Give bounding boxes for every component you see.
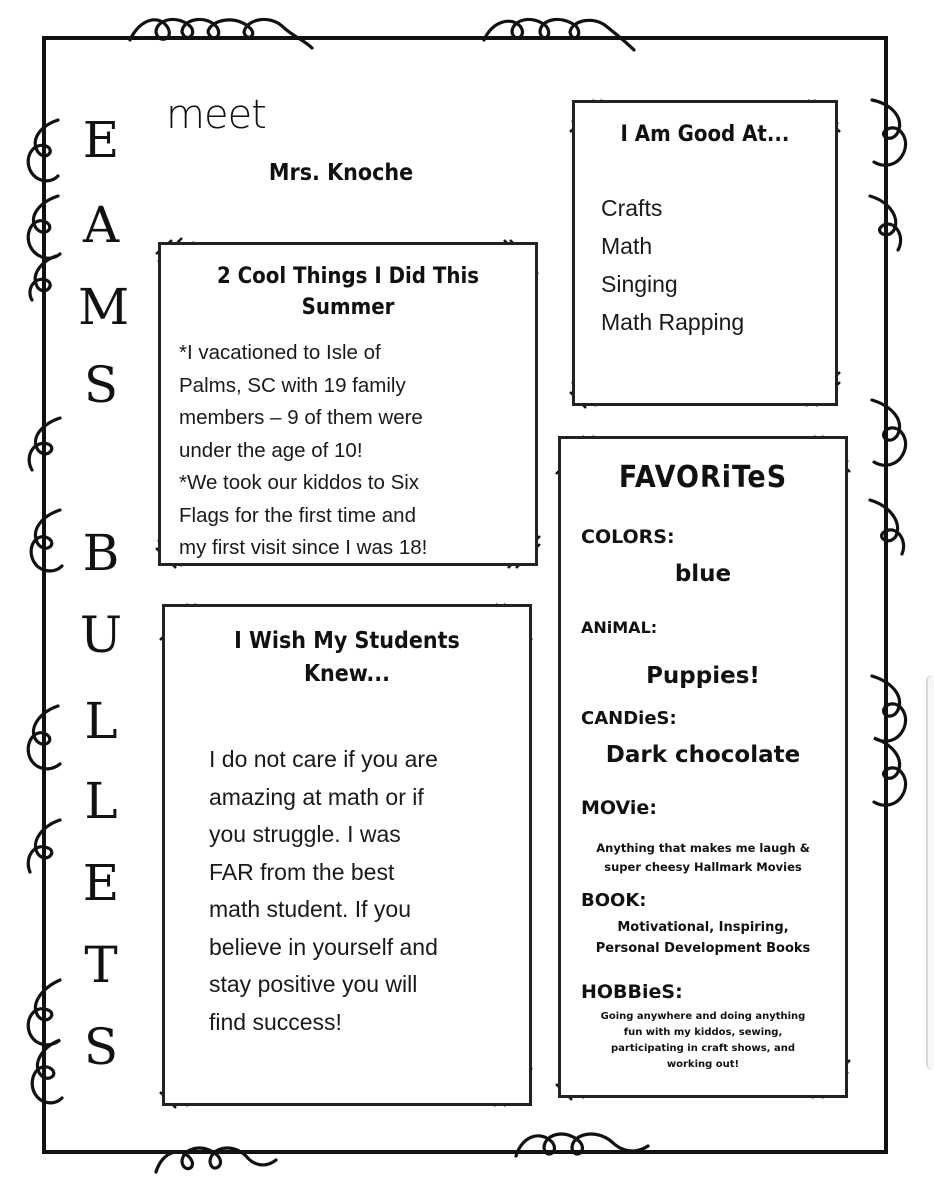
acrostic-letter: L bbox=[84, 772, 118, 830]
book-line: Personal Development Books bbox=[595, 941, 811, 956]
good-at-item: Crafts bbox=[601, 195, 663, 221]
wish-title bbox=[165, 625, 529, 691]
candies-label: CANDieS: bbox=[581, 708, 677, 729]
acrostic-letter: B bbox=[82, 524, 120, 582]
good-at-title: I Am Good At... bbox=[620, 122, 790, 147]
favorites-title: FAVORiTeS bbox=[618, 460, 788, 495]
wish-line: stay positive you will bbox=[209, 971, 418, 997]
wish-text bbox=[209, 741, 438, 1041]
movie-value bbox=[561, 839, 845, 877]
scrollbar[interactable] bbox=[926, 675, 934, 1070]
summer-title bbox=[161, 261, 535, 323]
good-at-list bbox=[601, 189, 744, 341]
hobbies-value bbox=[561, 1009, 845, 1073]
wish-line: amazing at math or if bbox=[209, 783, 424, 810]
summer-line: Palms, SC with 19 family bbox=[179, 373, 406, 397]
movie-label: MOVie: bbox=[581, 797, 657, 819]
wish-line: FAR from the best bbox=[209, 858, 395, 885]
movie-line: Anything that makes me laugh & bbox=[596, 841, 810, 855]
animal-value: Puppies! bbox=[646, 663, 760, 689]
acrostic-letter: L bbox=[84, 692, 118, 750]
summer-line: *We took our kiddos to Six bbox=[179, 471, 420, 494]
wish-line: find success! bbox=[209, 1008, 342, 1035]
hobbies-line: fun with my kiddos, sewing, bbox=[623, 1027, 783, 1038]
wish-box bbox=[162, 604, 532, 1106]
teacher-name: Mrs. Knoche bbox=[268, 160, 414, 186]
hobbies-label: HOBBieS: bbox=[581, 981, 683, 1003]
acrostic-letter: E bbox=[82, 111, 120, 169]
favorites-box bbox=[558, 436, 848, 1098]
good-at-item: Math bbox=[601, 233, 653, 259]
book-label: BOOK: bbox=[581, 890, 647, 911]
hobbies-line: Going anywhere and doing anything bbox=[600, 1011, 806, 1022]
summer-text bbox=[179, 337, 427, 565]
wish-line: I do not care if you are bbox=[209, 746, 438, 772]
summer-line: *I vacationed to Isle of bbox=[179, 341, 381, 364]
colors-label: COLORS: bbox=[581, 526, 675, 548]
summer-title-line: 2 Cool Things I Did This bbox=[216, 264, 480, 289]
wish-line: math student. If you bbox=[209, 896, 412, 922]
wish-title-line: I Wish My Students bbox=[234, 628, 460, 654]
summer-line: under the age of 10! bbox=[179, 438, 363, 462]
candies-value: Dark chocolate bbox=[605, 742, 801, 768]
wish-line: believe in yourself and bbox=[209, 933, 438, 960]
hobbies-line: working out! bbox=[666, 1059, 740, 1070]
acrostic-letter: S bbox=[83, 356, 119, 414]
acrostic-letter: A bbox=[82, 196, 120, 254]
summer-line: members – 9 of them were bbox=[179, 406, 423, 429]
acrostic-letter: E bbox=[82, 854, 120, 912]
summer-line: Flags for the first time and bbox=[179, 503, 416, 527]
movie-line: super cheesy Hallmark Movies bbox=[604, 860, 802, 874]
colors-value: blue bbox=[674, 561, 732, 587]
wish-line: you struggle. I was bbox=[209, 821, 401, 847]
acrostic-letter: M bbox=[78, 278, 130, 336]
good-at-box bbox=[572, 100, 838, 406]
summer-box bbox=[158, 242, 538, 566]
acrostic-letter: U bbox=[79, 606, 123, 664]
animal-label: ANiMAL: bbox=[581, 618, 658, 637]
summer-line: my first visit since I was 18! bbox=[179, 536, 428, 559]
good-at-item: Singing bbox=[601, 271, 678, 297]
hobbies-line: participating in craft shows, and bbox=[611, 1043, 795, 1054]
meet-label: meet bbox=[166, 92, 266, 138]
book-value bbox=[561, 917, 845, 959]
acrostic-letter: S bbox=[83, 1018, 119, 1076]
summer-title-line: Summer bbox=[301, 295, 395, 320]
acrostic-letter: T bbox=[84, 936, 118, 994]
good-at-item: Math Rapping bbox=[601, 309, 745, 335]
wish-title-line: Knew... bbox=[303, 661, 391, 687]
book-line: Motivational, Inspiring, bbox=[617, 920, 789, 935]
